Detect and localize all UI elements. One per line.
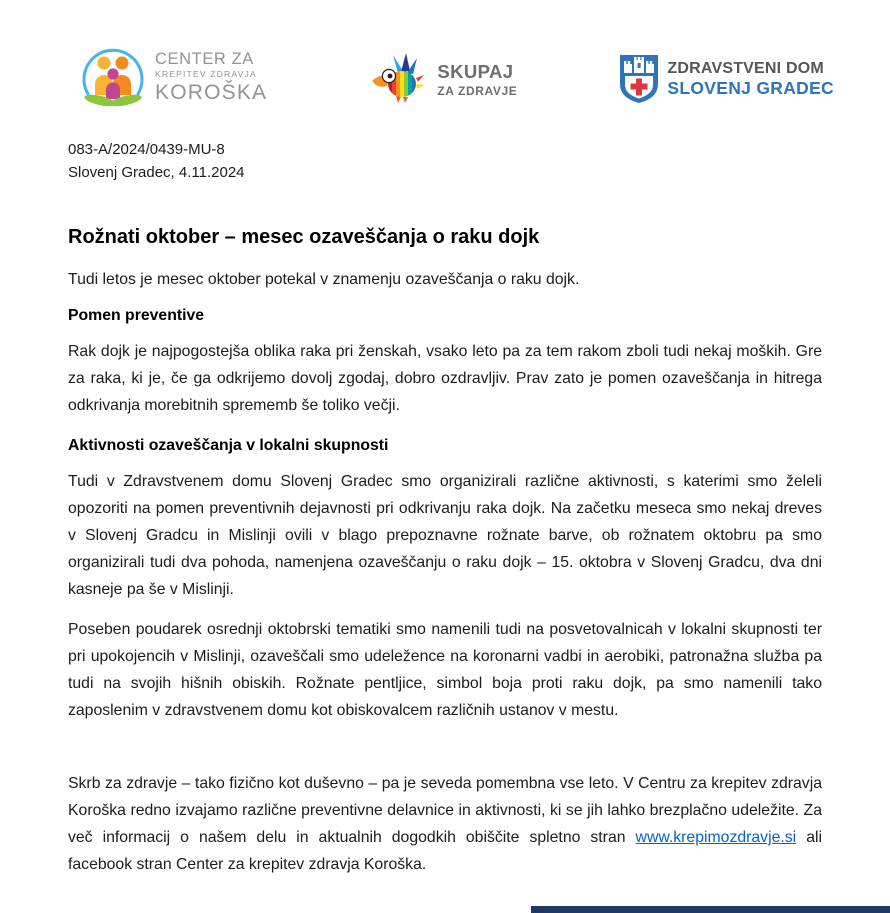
document-meta — [68, 138, 822, 184]
heading-aktivnosti: Aktivnosti ozaveščanja v lokalni skupnosti — [68, 437, 389, 454]
heading-pomen-preventive: Pomen preventive — [68, 307, 205, 324]
skupaj-logo-text — [437, 63, 517, 97]
closing-text-after-link: ali facebook stran Center za krepitev zdravja Koroška. — [68, 829, 822, 873]
zd-logo-text — [667, 61, 834, 98]
ckz-logo-line3: KOROŠKA — [155, 81, 268, 105]
logo-zd-slovenj-gradec — [619, 54, 834, 104]
dateline: Slovenj Gradec, 4.11.2024 — [68, 164, 245, 181]
skupaj-bird-icon — [369, 52, 431, 108]
skupaj-logo-line2: ZA ZDRAVJE — [437, 83, 518, 98]
logo-skupaj-za-zdravje — [369, 52, 517, 108]
paragraph-preventiva: Rak dojk je najpogostejša oblika raka pri ženskah, vsako leto pa za tem rakom zboli tudi nekaj moških. Gre za raka, ki je, če ga odkrijemo dovolj zgodaj, dobro ozdravljiv. Prav zato je pomen ozaveščanja in hitrega odkrivanja morebitnih sprememb še toliko večji. — [68, 343, 822, 414]
krepimozdravje-link[interactable]: www.krepimozdravje.si — [635, 829, 797, 846]
skupaj-logo-line1: SKUPAJ — [437, 61, 514, 83]
ckz-logo-text — [155, 51, 267, 103]
bottom-navy-bar — [531, 906, 890, 913]
ckz-logo-line1: CENTER ZA — [155, 49, 254, 68]
ckz-logo-line2: KREPITEV ZDRAVJA — [155, 69, 257, 80]
intro-paragraph: Tudi letos je mesec oktober potekal v znamenju ozaveščanja o raku dojk. — [68, 271, 580, 288]
logo-ckz — [78, 42, 267, 112]
zd-logo-line2: SLOVENJ GRADEC — [667, 77, 834, 98]
paragraph-poudarek: Poseben poudarek osrednji oktobrski tematiki smo namenili tudi na posvetovalnicah v lokalni skupnosti ter pri upokojencih v Mislinji, ozaveščali smo udeležence na koronarni vadbi in aerobiki, patronažna služba pa tudi na svojih hišnih obiskih. Rožnate pentljice, simbol boja proti raku dojk, pa smo namenili tako zaposlenim v zdravstvenem domu kot obiskovalcem različnih ustanov v mestu. — [68, 621, 822, 719]
reference-number: 083-A/2024/0439-MU-8 — [68, 141, 225, 158]
logo-header — [0, 0, 890, 112]
zd-logo-line1: ZDRAVSTVENI DOM — [667, 59, 824, 77]
document-body — [0, 138, 890, 878]
article-title: Rožnati oktober – mesec ozaveščanja o raku dojk — [68, 226, 540, 248]
closing-text-before-link: Skrb za zdravje – tako fizično kot duševno – pa je seveda pomembna vse leto. V Centru za krepitev zdravja Koroška redno izvajamo različne preventivne delavnice in aktivnosti, ki se jih lahko brezplačno udeležite. Za več informacij o našem delu in aktualnih dogodkih obiščite spletno stran — [68, 775, 822, 846]
ckz-family-icon — [78, 42, 148, 112]
paragraph-closing — [68, 770, 822, 878]
zd-shield-icon — [619, 54, 659, 104]
paragraph-aktivnosti: Tudi v Zdravstvenem domu Slovenj Gradec smo organizirali različne aktivnosti, s katerimi smo želeli opozoriti na pomen preventivnih dejavnosti pri odkrivanju raka dojk. Na začetku meseca smo nekaj dreves v Slovenj Gradcu in Mislinji ovili v blago prepoznavne rožnate barve, ob rožnatem oktobru pa smo organizirali tudi dva pohoda, namenjena ozaveščanju o raku dojk – 15. oktobra v Slovenj Gradcu, dva dni kasneje pa še v Mislinji. — [68, 473, 822, 598]
